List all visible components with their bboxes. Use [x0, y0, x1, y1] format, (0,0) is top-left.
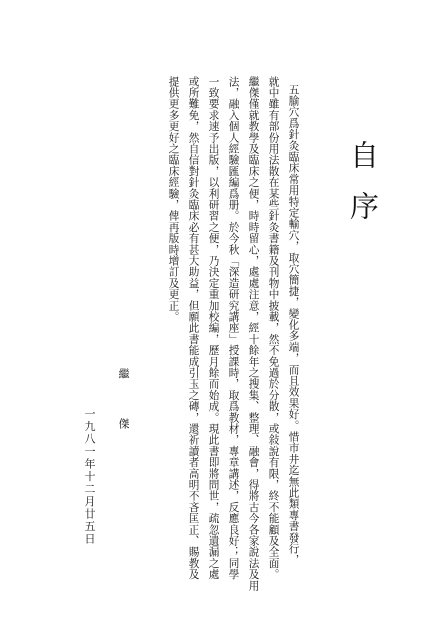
text-column-5: 一致要求速予出版，以利研習之便，乃決定重加校編，歷月餘而始成。現此書即將問世，疏忽遺漏之處 — [207, 76, 220, 580]
page-title: 自序 — [346, 140, 380, 242]
author-signature: 繼 傑 — [117, 368, 130, 443]
signature-date: 一九八一年十二月廿五日 — [83, 408, 96, 546]
text-column-4: 法，融入個人經驗匯編爲册。於今秋「深造研究講座」授課時，取爲教材，專章講述，反應良好；同學 — [227, 76, 240, 580]
text-column-2: 就中雖有部份用法散在某些針灸書籍及刊物中披載，然不免過於分散，或敍說有限，終不能顧及全面。 — [267, 76, 280, 580]
text-column-6: 或所難免，然自信對針灸臨床必有甚大助益，但願此書能成引玉之磚，還祈讀者高明不吝匡正、賜教及 — [187, 76, 200, 580]
text-column-3: 繼傑僅就教學及臨床之便，時時留心，處處注意，經十餘年之搜集、整理、融會，得將古今各家說法及用 — [247, 76, 260, 592]
text-column-1: 五腧穴爲針灸臨床常用特定輸穴，取穴簡捷，變化多端，而且效果好。惜市井迄無此類專書發行， — [287, 84, 300, 566]
text-column-7: 提供更多更好之臨床經驗，俾再版時增訂及更正。 — [167, 76, 180, 323]
